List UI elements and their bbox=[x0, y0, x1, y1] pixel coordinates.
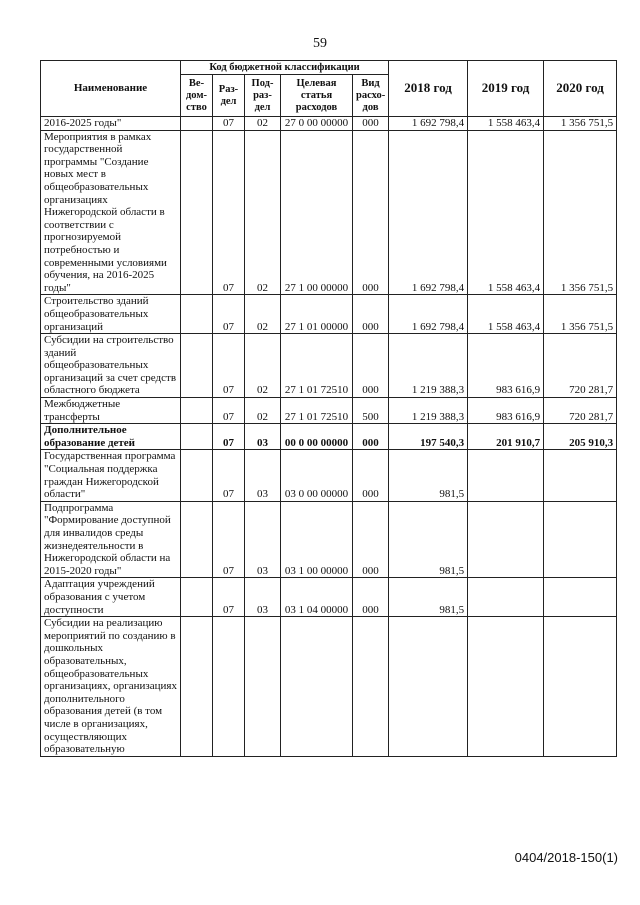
cell-amount-2018: 1 692 798,4 bbox=[389, 295, 468, 334]
cell-vid-raskhodov: 000 bbox=[353, 501, 389, 578]
cell-amount-2020: 720 281,7 bbox=[544, 334, 617, 398]
cell-vid-raskhodov: 000 bbox=[353, 450, 389, 501]
cell-amount-2020: 1 356 751,5 bbox=[544, 117, 617, 131]
cell-vid-raskhodov: 000 bbox=[353, 334, 389, 398]
cell-tselevaya-statya: 27 0 00 00000 bbox=[281, 117, 353, 131]
cell-tselevaya-statya: 00 0 00 00000 bbox=[281, 424, 353, 450]
cell-tselevaya-statya: 03 1 04 00000 bbox=[281, 578, 353, 617]
cell-razdel: 07 bbox=[213, 578, 245, 617]
cell-podrazdel: 02 bbox=[245, 130, 281, 295]
cell-vedomstvo bbox=[181, 617, 213, 757]
cell-razdel bbox=[213, 617, 245, 757]
cell-amount-2020 bbox=[544, 578, 617, 617]
cell-vedomstvo bbox=[181, 334, 213, 398]
cell-name: Мероприятия в рамках государственной программы "Создание новых мест в общеобразовательных организациях Нижегородской области в соответствии с прогнозируемой потребностью и современными условиями обучения, на 2016-2025 годы" bbox=[41, 130, 181, 295]
table-row bbox=[41, 117, 617, 131]
document-code: 0404/2018-150(1) bbox=[514, 850, 618, 865]
cell-razdel: 07 bbox=[213, 398, 245, 424]
cell-podrazdel bbox=[245, 617, 281, 757]
cell-amount-2018: 1 692 798,4 bbox=[389, 117, 468, 131]
cell-tselevaya-statya: 03 0 00 00000 bbox=[281, 450, 353, 501]
table-row bbox=[41, 398, 617, 424]
cell-vedomstvo bbox=[181, 501, 213, 578]
cell-vid-raskhodov: 000 bbox=[353, 130, 389, 295]
cell-name: Адаптация учреждений образования с учетом доступности bbox=[41, 578, 181, 617]
cell-amount-2018: 1 219 388,3 bbox=[389, 398, 468, 424]
cell-vid-raskhodov: 500 bbox=[353, 398, 389, 424]
cell-name: Подпрограмма "Формирование доступной для инвалидов среды жизнедеятельности в Нижегородской области на 2015-2020 годы" bbox=[41, 501, 181, 578]
cell-tselevaya-statya bbox=[281, 617, 353, 757]
cell-podrazdel: 02 bbox=[245, 117, 281, 131]
cell-tselevaya-statya: 03 1 00 00000 bbox=[281, 501, 353, 578]
cell-vedomstvo bbox=[181, 117, 213, 131]
header-code-group: Код бюджетной классификации bbox=[181, 61, 389, 75]
table-row bbox=[41, 450, 617, 501]
table-row bbox=[41, 130, 617, 295]
table-row bbox=[41, 578, 617, 617]
header-podrazdel: Под- раз- дел bbox=[245, 75, 281, 117]
cell-tselevaya-statya: 27 1 01 72510 bbox=[281, 398, 353, 424]
cell-podrazdel: 03 bbox=[245, 578, 281, 617]
cell-podrazdel: 02 bbox=[245, 295, 281, 334]
cell-amount-2019: 1 558 463,4 bbox=[468, 130, 544, 295]
cell-podrazdel: 03 bbox=[245, 450, 281, 501]
cell-amount-2020: 1 356 751,5 bbox=[544, 130, 617, 295]
cell-amount-2020: 205 910,3 bbox=[544, 424, 617, 450]
cell-tselevaya-statya: 27 1 01 72510 bbox=[281, 334, 353, 398]
header-tselevaya-statya: Целевая статья расходов bbox=[281, 75, 353, 117]
cell-amount-2020 bbox=[544, 450, 617, 501]
cell-amount-2019: 1 558 463,4 bbox=[468, 295, 544, 334]
cell-amount-2020 bbox=[544, 617, 617, 757]
cell-amount-2018: 1 692 798,4 bbox=[389, 130, 468, 295]
cell-vedomstvo bbox=[181, 398, 213, 424]
cell-vid-raskhodov: 000 bbox=[353, 117, 389, 131]
table-row bbox=[41, 617, 617, 757]
cell-vedomstvo bbox=[181, 578, 213, 617]
cell-name: 2016-2025 годы" bbox=[41, 117, 181, 131]
cell-vid-raskhodov: 000 bbox=[353, 578, 389, 617]
cell-name: Межбюджетные трансферты bbox=[41, 398, 181, 424]
cell-amount-2019 bbox=[468, 617, 544, 757]
cell-name: Субсидии на строительство зданий общеобразовательных организаций за счет средств областного бюджета bbox=[41, 334, 181, 398]
cell-razdel: 07 bbox=[213, 130, 245, 295]
cell-amount-2019 bbox=[468, 450, 544, 501]
cell-tselevaya-statya: 27 1 00 00000 bbox=[281, 130, 353, 295]
table-row bbox=[41, 424, 617, 450]
table-row bbox=[41, 501, 617, 578]
cell-vid-raskhodov: 000 bbox=[353, 424, 389, 450]
page-number: 59 bbox=[313, 36, 327, 51]
header-year-2018: 2018 год bbox=[389, 61, 468, 117]
cell-name: Субсидии на реализацию мероприятий по созданию в дошкольных образовательных, общеобразовательных организациях, организациях дополнительного образования детей (в том числе в организациях, осуществляющих образовательную bbox=[41, 617, 181, 757]
header-year-2020: 2020 год bbox=[544, 61, 617, 117]
header-year-2019: 2019 год bbox=[468, 61, 544, 117]
cell-amount-2019: 1 558 463,4 bbox=[468, 117, 544, 131]
cell-amount-2019 bbox=[468, 501, 544, 578]
cell-amount-2018: 981,5 bbox=[389, 578, 468, 617]
cell-vedomstvo bbox=[181, 295, 213, 334]
cell-amount-2019 bbox=[468, 578, 544, 617]
cell-name: Строительство зданий общеобразовательных организаций bbox=[41, 295, 181, 334]
table-row bbox=[41, 334, 617, 398]
header-vid-raskhodov: Вид расхо- дов bbox=[353, 75, 389, 117]
table-row bbox=[41, 295, 617, 334]
cell-name: Дополнительное образование детей bbox=[41, 424, 181, 450]
cell-amount-2019: 201 910,7 bbox=[468, 424, 544, 450]
cell-amount-2019: 983 616,9 bbox=[468, 398, 544, 424]
cell-amount-2018: 197 540,3 bbox=[389, 424, 468, 450]
cell-amount-2018: 1 219 388,3 bbox=[389, 334, 468, 398]
cell-razdel: 07 bbox=[213, 117, 245, 131]
cell-vid-raskhodov bbox=[353, 617, 389, 757]
cell-vedomstvo bbox=[181, 424, 213, 450]
cell-podrazdel: 02 bbox=[245, 398, 281, 424]
cell-podrazdel: 03 bbox=[245, 501, 281, 578]
cell-amount-2018: 981,5 bbox=[389, 450, 468, 501]
cell-amount-2020 bbox=[544, 501, 617, 578]
cell-razdel: 07 bbox=[213, 334, 245, 398]
header-vedomstvo: Ве- дом- ство bbox=[181, 75, 213, 117]
header-razdel: Раз- дел bbox=[213, 75, 245, 117]
cell-amount-2020: 1 356 751,5 bbox=[544, 295, 617, 334]
header-name: Наименование bbox=[41, 61, 181, 117]
cell-amount-2020: 720 281,7 bbox=[544, 398, 617, 424]
cell-podrazdel: 02 bbox=[245, 334, 281, 398]
cell-amount-2018 bbox=[389, 617, 468, 757]
cell-razdel: 07 bbox=[213, 450, 245, 501]
cell-razdel: 07 bbox=[213, 501, 245, 578]
cell-vedomstvo bbox=[181, 450, 213, 501]
cell-vid-raskhodov: 000 bbox=[353, 295, 389, 334]
cell-amount-2019: 983 616,9 bbox=[468, 334, 544, 398]
cell-name: Государственная программа "Социальная поддержка граждан Нижегородской области" bbox=[41, 450, 181, 501]
cell-tselevaya-statya: 27 1 01 00000 bbox=[281, 295, 353, 334]
cell-amount-2018: 981,5 bbox=[389, 501, 468, 578]
cell-podrazdel: 03 bbox=[245, 424, 281, 450]
cell-razdel: 07 bbox=[213, 424, 245, 450]
cell-razdel: 07 bbox=[213, 295, 245, 334]
cell-vedomstvo bbox=[181, 130, 213, 295]
budget-table bbox=[40, 60, 617, 757]
